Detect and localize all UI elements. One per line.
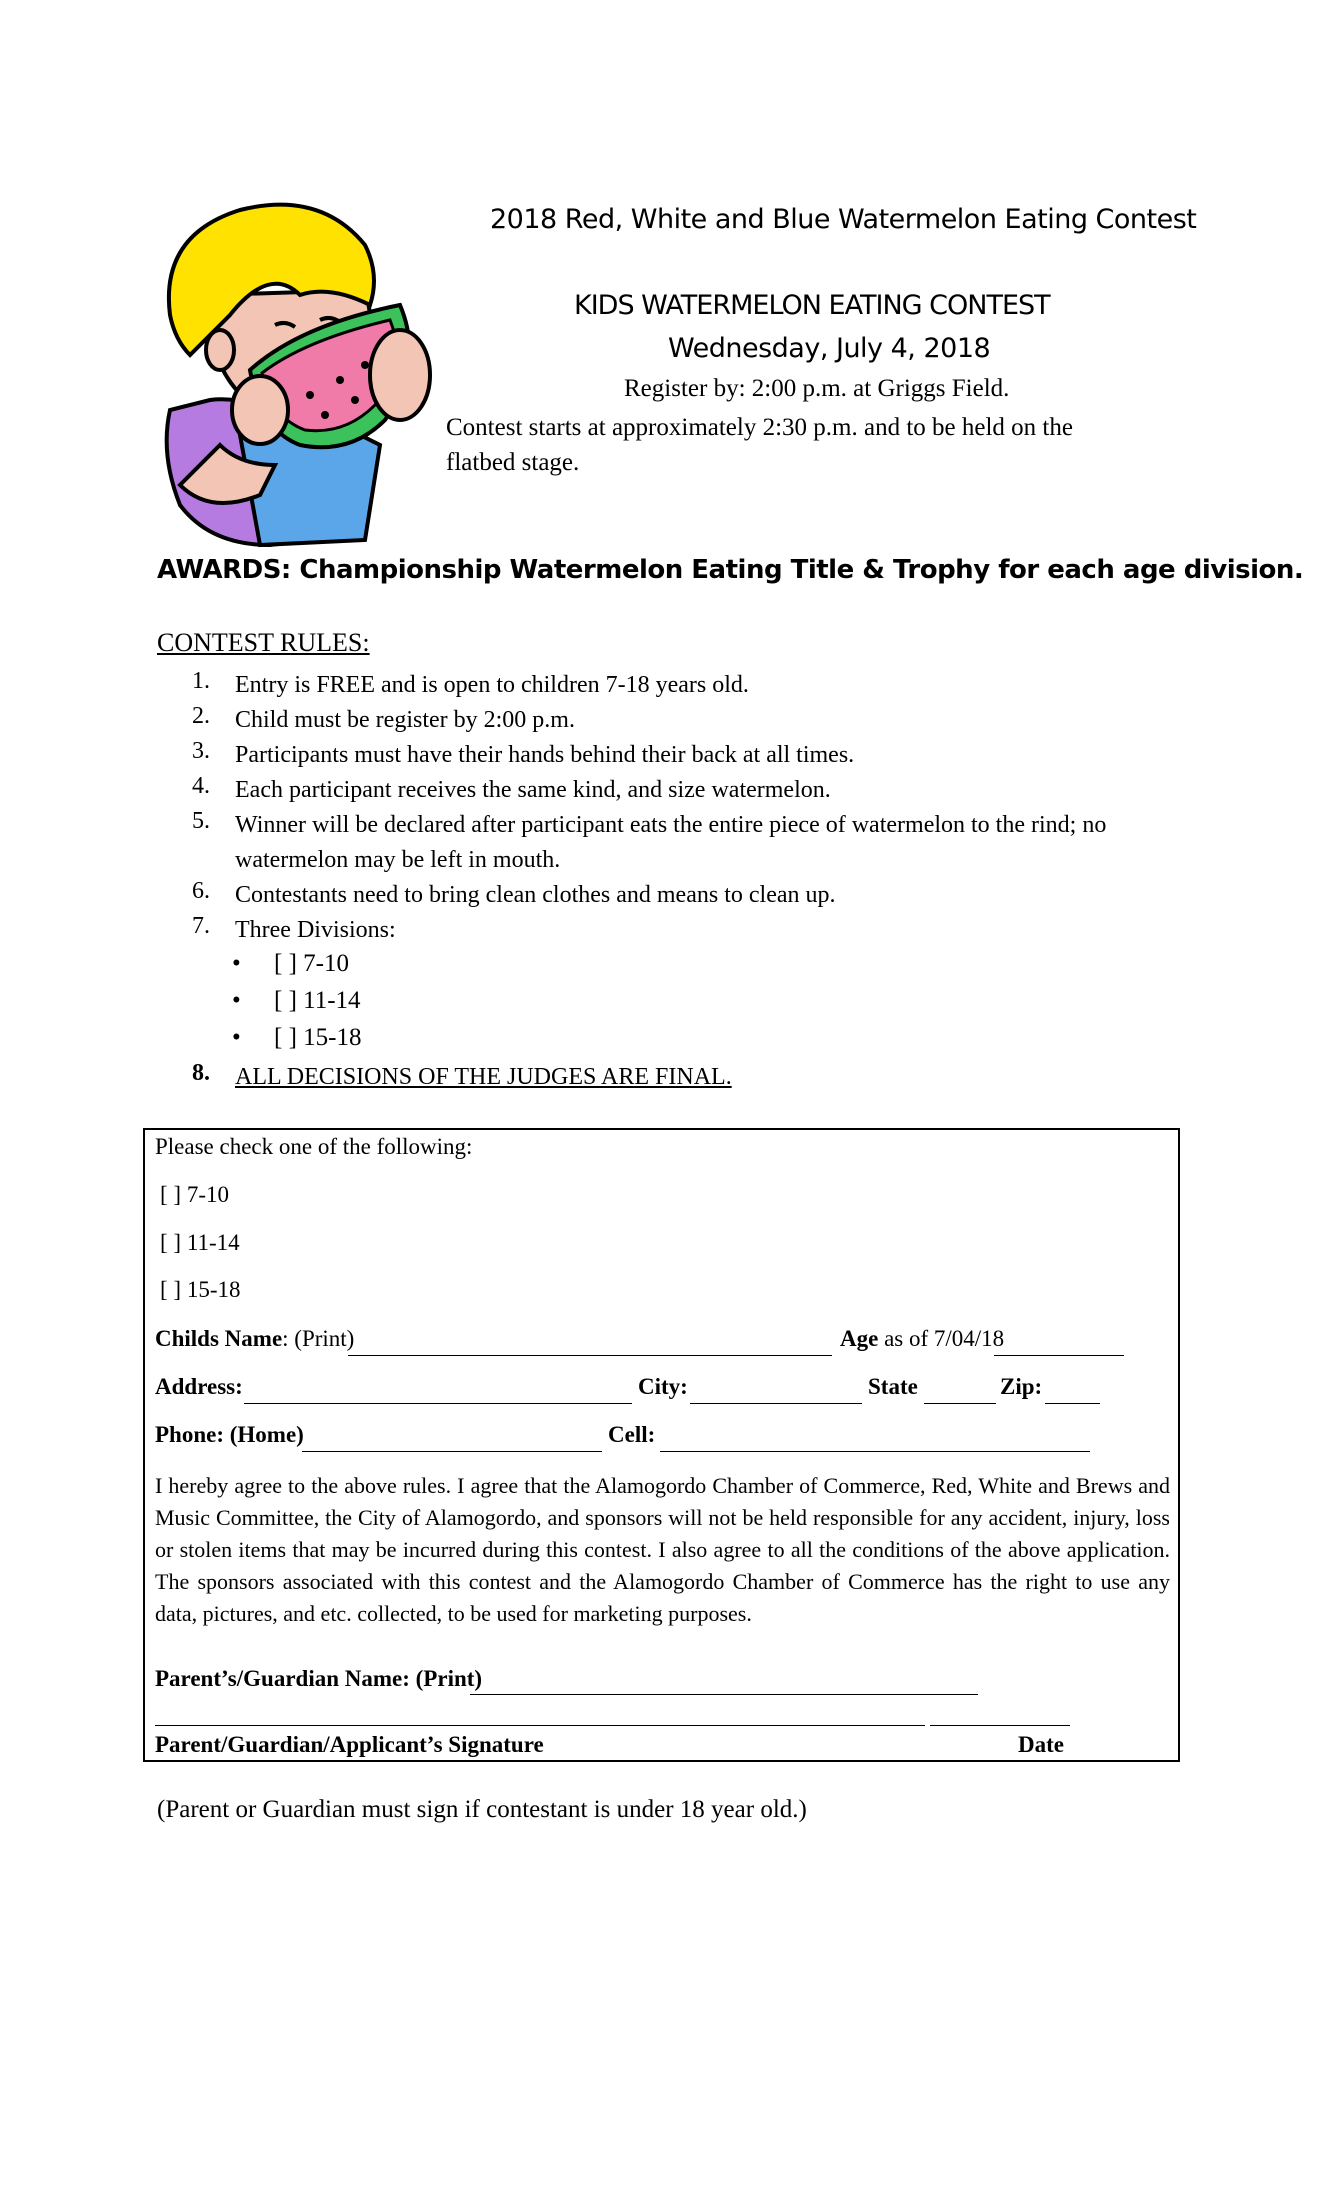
state-field[interactable]: [924, 1403, 996, 1404]
rules-heading: CONTEST RULES:: [157, 628, 370, 657]
rule-text-final: ALL DECISIONS OF THE JUDGES ARE FINAL.: [235, 1064, 732, 1090]
rule-number: 7.: [192, 913, 210, 939]
rule-text: Winner will be declared after participant eats the entire piece of watermelon to the rind; no watermelon may be left in mouth.: [235, 812, 1107, 873]
rule-number: 8.: [192, 1060, 210, 1086]
guardian-name-field[interactable]: [470, 1694, 978, 1695]
kid-eating-watermelon-illustration: [150, 195, 450, 555]
division-label: [ ] 15-18: [274, 1024, 362, 1051]
rule-text: Entry is FREE and is open to children 7-18 years old.: [235, 672, 749, 698]
rule-text: Three Divisions:: [235, 917, 396, 943]
child-name-label: Childs Name: (Print): [155, 1326, 355, 1351]
contest-subtitle: KIDS WATERMELON EATING CONTEST: [574, 290, 1050, 321]
date-field[interactable]: [930, 1725, 1070, 1726]
form-instruction: Please check one of the following:: [155, 1134, 473, 1159]
phone-field[interactable]: [302, 1451, 602, 1452]
signature-label: Parent/Guardian/Applicant’s Signature: [155, 1732, 544, 1757]
cell-label: Cell:: [608, 1422, 656, 1447]
age-option-checkbox[interactable]: [ ] 7-10: [160, 1182, 229, 1207]
contest-date: Wednesday, July 4, 2018: [668, 333, 991, 364]
liability-disclaimer: I hereby agree to the above rules. I agree that the Alamogordo Chamber of Commerce, Red, White and Brews and Music Committee, the City of Alamogordo, and sponsors will not be held responsible for any accident, injury, loss or stolen items that may be incurred during this contest. I also agree to all the conditions of the above application. The sponsors associated with this contest and the Alamogordo Chamber of Commerce has the right to use any data, pictures, and etc. collected, to be used for marketing purposes.: [155, 1473, 1170, 1626]
zip-label: Zip:: [1000, 1374, 1043, 1399]
age-option-checkbox[interactable]: [ ] 11-14: [160, 1230, 240, 1255]
register-by-text: Register by: 2:00 p.m. at Griggs Field.: [624, 375, 1010, 402]
rule-number: 5.: [192, 808, 210, 834]
zip-field[interactable]: [1045, 1403, 1100, 1404]
rule-number: 6.: [192, 878, 210, 904]
division-label: [ ] 7-10: [274, 950, 349, 977]
city-label: City:: [638, 1374, 688, 1399]
address-label: Address:: [155, 1374, 243, 1399]
guardian-name-label: Parent’s/Guardian Name: (Print): [155, 1666, 483, 1691]
rule-number: 3.: [192, 738, 210, 764]
date-label: Date: [1018, 1732, 1064, 1757]
division-label: [ ] 11-14: [274, 987, 361, 1014]
rule-number: 4.: [192, 773, 210, 799]
guardian-footnote: (Parent or Guardian must sign if contestant is under 18 year old.): [157, 1796, 807, 1823]
age-field[interactable]: [994, 1355, 1124, 1356]
rule-text: Child must be register by 2:00 p.m.: [235, 707, 575, 733]
age-option-checkbox[interactable]: [ ] 15-18: [160, 1277, 241, 1302]
phone-label: Phone: (Home): [155, 1422, 304, 1447]
contest-start-text: Contest starts at approximately 2:30 p.m. and to be held on the flatbed stage.: [446, 414, 1073, 476]
awards-text: AWARDS: Championship Watermelon Eating Title & Trophy for each age division.: [157, 555, 1304, 585]
signature-field[interactable]: [155, 1725, 925, 1726]
cell-field[interactable]: [660, 1451, 1090, 1452]
contest-title: 2018 Red, White and Blue Watermelon Eating Contest: [490, 204, 1197, 235]
address-field[interactable]: [244, 1403, 632, 1404]
age-label: Age as of 7/04/18: [840, 1326, 1005, 1351]
rule-text: Contestants need to bring clean clothes and means to clean up.: [235, 882, 836, 908]
city-field[interactable]: [690, 1403, 862, 1404]
rule-text: Each participant receives the same kind, and size watermelon.: [235, 777, 831, 803]
rule-number: 2.: [192, 703, 210, 729]
rule-number: 1.: [192, 668, 210, 694]
child-name-field[interactable]: [348, 1355, 832, 1356]
state-label: State: [868, 1374, 918, 1399]
rule-text: Participants must have their hands behind their back at all times.: [235, 742, 855, 768]
